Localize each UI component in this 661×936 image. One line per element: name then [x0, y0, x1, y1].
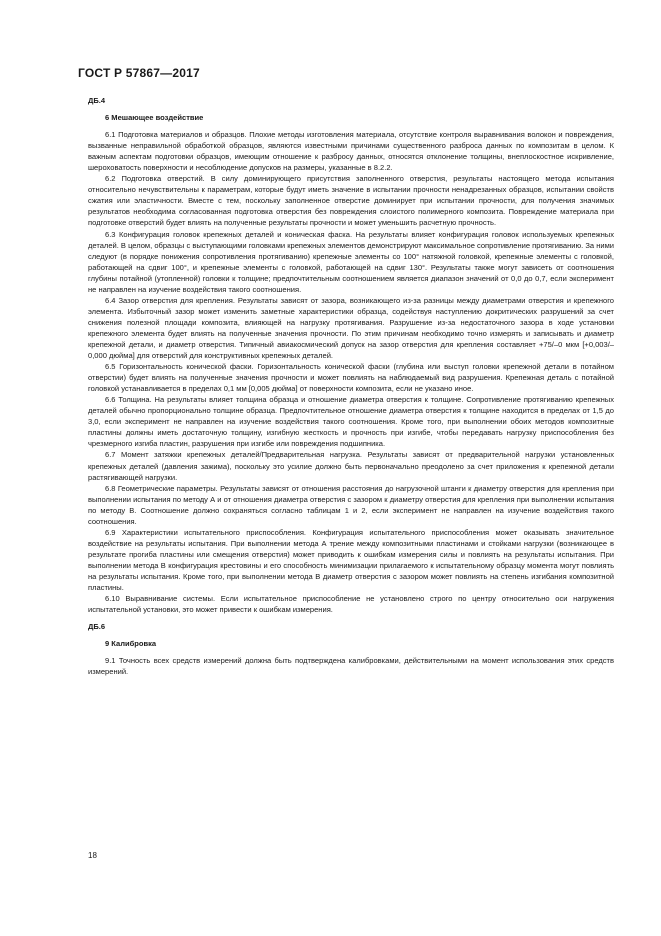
page-header-title: ГОСТ Р 57867—2017: [78, 66, 200, 80]
paragraph-6-2: 6.2 Подготовка отверстий. В силу доминирующего присутствия заполненного отверстия, результаты настоящего метода испытания относительно нечувствительны к параметрам, которые будут иметь значение в испытании прочности ненадрезанных образцов, испытании свойств сжатия или эластичности. Вместе с тем, поскольку заполненное отверстие доминирует при испытании прочности, для получения значимых результатов необходима согласованная подготовка отверстия без повреждения слоистого полимерного композита. Повреждение материала при подготовке отверстий будет влиять на полученные результаты прочности и может уменьшить расчетную прочность.: [88, 174, 614, 228]
page-number: 18: [88, 851, 97, 860]
paragraph-6-6: 6.6 Толщина. На результаты влияет толщина образца и отношение диаметра отверстия к толщине. Сопротивление протягиванию крепежных деталей обычно пропорционально толщине образца. Предпочтительное отношение диаметра отверстия к толщине находится в пределах от 1,5 до 3,0, если эксперимент не направлен на изучение воздействия такого соотношения. Кроме того, при выполнении обоих методов композитные пластины должны иметь достаточную толщину, изгибную жесткость и прочность при изгибе, чтобы передавать нагрузку приспособления без чрезмерного изгиба пластин, разрушения при изгибе или повреждения подшипника.: [88, 395, 614, 449]
paragraph-6-1: 6.1 Подготовка материалов и образцов. Плохие методы изготовления материала, отсутствие контроля выравнивания волокон и повреждения, вызванные неправильной обработкой образцов, являются известными причинами существенного разброса данных по композитам в целом. К важным аспектам подготовки образцов, имеющим отношение к разбросу данных, относятся отклонение толщины, внеплоскостное искривление, шероховатость поверхности и несоблюдение допусков на размеры, указанные в 8.2.2.: [88, 130, 614, 173]
paragraph-6-8: 6.8 Геометрические параметры. Результаты зависят от отношения расстояния до нагрузочной штанги к диаметру отверстия для крепления при выполнении испытания по методу А и от отношения диаметра отверстия с зазором к диаметру отверстия для крепления при выполнении испытания по методу В. Соотношение должно сохраняться согласно таблицам 1 и 2, если эксперимент не направлен на изучение воздействия такого соотношения.: [88, 483, 614, 526]
section-heading-interference: 6 Мешающее воздействие: [105, 113, 204, 123]
document-body: [88, 95, 614, 677]
paragraph-6-10: 6.10 Выравнивание системы. Если испытательное приспособление не установлено строго по центру относительно оси нагружения испытательной установки, это может привести к ошибкам измерения.: [88, 594, 614, 615]
section-heading-calibration: 9 Калибровка: [105, 639, 157, 649]
paragraph-6-5: 6.5 Горизонтальность конической фаски. Горизонтальность конической фаски (глубина или выступ головки крепежной детали в потайном отверстии) будет влиять на полученные значения прочности и может повлиять на наблюдаемый вид разрушения. Крепежная деталь с потайной головкой устанавливается в пределах 0,1 мм [0,005 дюйма] от поверхности композита, если не указано иное.: [88, 362, 614, 394]
paragraph-6-7: 6.7 Момент затяжки крепежных деталей/Предварительная нагрузка. Результаты зависят от предварительной нагрузки установленных крепежных деталей (давления зажима), поскольку это усилие должно быть первоначально преодолено за счет приложения к крепежной детали растягивающей нагрузки.: [88, 450, 614, 482]
paragraph-6-4: 6.4 Зазор отверстия для крепления. Результаты зависят от зазора, возникающего из-за разницы между диаметрами отверстия и крепежного элемента. Избыточный зазор может изменить заметные характеристики образца, содействуя наступлению докритических разрушений за счет снижения полезной площади композита, влияющей на нагрузку протягивания. Разрушение из-за недостаточного зазора в ходе установки крепежного элемента будет влиять на полученные значения прочности. По этим причинам необходимо точно измерять и записывать и диаметр крепежной детали, и диаметр отверстия. Типичный авиакосмический допуск на зазор отверстия для крепления составляет +75/–0 мкм [+0,003/–0,000 дюйма] для отверстий для конструктивных крепежных деталей.: [88, 295, 614, 361]
section-label-db4: ДБ.4: [88, 96, 106, 105]
paragraph-6-3: 6.3 Конфигурация головок крепежных деталей и коническая фаска. На результаты влияет конфигурация головок используемых крепежных деталей. В целом, образцы с выступающими головками крепежных элементов демонстрируют максимальное сопротивление протягиванию. За ними следуют (в порядке понижения сопротивления протягиванию) крепежные элементы со 100° натяжной головкой, крепежные элементы с головкой, работающей на сдвиг 100°, и крепежные элементы с головкой, работающей на сдвиг 130°. Результаты также могут зависеть от соотношения глубины потайной (утопленной) головки к толщине; предпочтительным соотношением является диапазон значений от 0,0 до 0,7, если эксперимент не направлен на изучение воздействия такого соотношения.: [88, 229, 614, 294]
paragraph-6-9: 6.9 Характеристики испытательного приспособления. Конфигурация испытательного приспособления может оказывать значительное воздействие на результаты испытания. При выполнении метода А трение между композитными пластинами и стойками нагрузки (возникающее в результате прогиба пластины или смещения отверстия) может приводить к ошибкам измерения силы и повлиять на результаты испытания. При выполнении метода В конфигурация крестовины и его способность минимизации прилагаемого к испытательному образцу момента могут повлиять на результаты испытания. Кроме того, при выполнении метода В диаметр отверстия с зазором может повлиять на степень изгибания композитной пластины.: [88, 527, 614, 593]
paragraph-9-1: 9.1 Точность всех средств измерений должна быть подтверждена калибровками, действительными на момент использования этих средств измерений.: [88, 656, 614, 677]
section-label-db6: ДБ.6: [88, 622, 106, 632]
